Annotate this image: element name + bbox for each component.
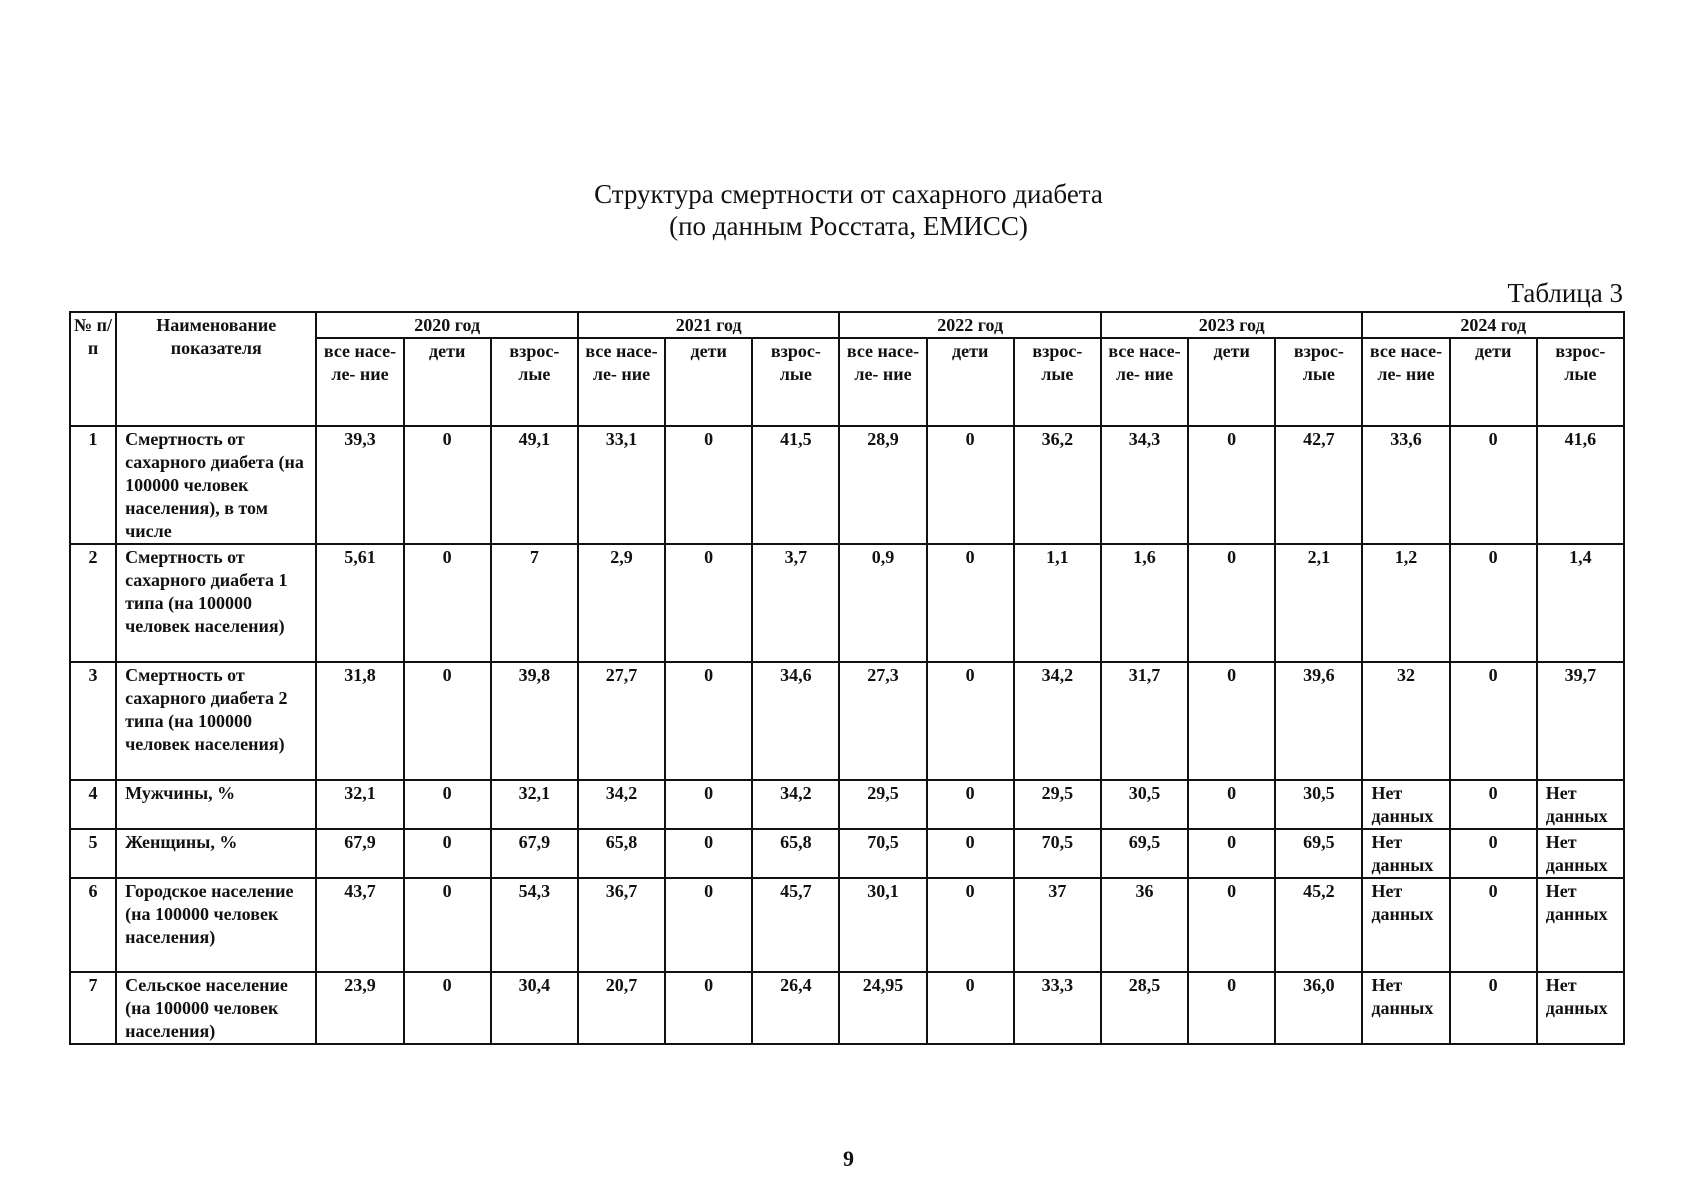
value-cell: 42,7 <box>1275 426 1362 544</box>
document-title <box>0 178 1697 242</box>
header-sub-all: все насе- ле- ние <box>316 338 403 426</box>
value-cell: 27,3 <box>839 662 926 780</box>
value-cell: Нет данных <box>1362 878 1449 972</box>
value-cell: 36,7 <box>578 878 665 972</box>
indicator-name: Сельское население (на 100000 человек населения) <box>116 972 316 1044</box>
value-cell: 65,8 <box>578 829 665 878</box>
value-cell: 0,9 <box>839 544 926 662</box>
header-sub-children: дети <box>927 338 1014 426</box>
value-cell: 0 <box>404 662 491 780</box>
value-cell: 29,5 <box>839 780 926 829</box>
value-cell: 27,7 <box>578 662 665 780</box>
header-sub-children: дети <box>404 338 491 426</box>
header-year: 2020 год <box>316 312 578 338</box>
value-cell: 41,5 <box>752 426 839 544</box>
header-sub-children: дети <box>1188 338 1275 426</box>
indicator-name: Смертность от сахарного диабета 2 типа (на 100000 человек населения) <box>116 662 316 780</box>
value-cell: 34,3 <box>1101 426 1188 544</box>
value-cell: 0 <box>1450 544 1537 662</box>
value-cell: 0 <box>1188 878 1275 972</box>
row-number: 1 <box>70 426 116 544</box>
value-cell: 65,8 <box>752 829 839 878</box>
value-cell: 0 <box>1450 878 1537 972</box>
value-cell: 0 <box>665 878 752 972</box>
value-cell: 0 <box>665 972 752 1044</box>
value-cell: 33,1 <box>578 426 665 544</box>
header-name: Наименование показателя <box>116 312 316 426</box>
value-cell: 36,0 <box>1275 972 1362 1044</box>
row-number: 7 <box>70 972 116 1044</box>
value-cell: 0 <box>404 544 491 662</box>
value-cell: 0 <box>1450 829 1537 878</box>
value-cell: 32,1 <box>491 780 578 829</box>
value-cell: 30,1 <box>839 878 926 972</box>
header-sub-all: все насе- ле- ние <box>839 338 926 426</box>
value-cell: 37 <box>1014 878 1101 972</box>
value-cell: 23,9 <box>316 972 403 1044</box>
value-cell: 0 <box>665 780 752 829</box>
value-cell: 3,7 <box>752 544 839 662</box>
value-cell: 0 <box>1450 426 1537 544</box>
value-cell: 0 <box>665 829 752 878</box>
header-sub-all: все насе- ле- ние <box>1101 338 1188 426</box>
header-sub-all: все насе- ле- ние <box>578 338 665 426</box>
value-cell: 67,9 <box>491 829 578 878</box>
title-line-2: (по данным Росстата, ЕМИСС) <box>669 211 1028 241</box>
value-cell: 28,9 <box>839 426 926 544</box>
value-cell: 39,6 <box>1275 662 1362 780</box>
indicator-name: Мужчины, % <box>116 780 316 829</box>
value-cell: 39,3 <box>316 426 403 544</box>
table-row <box>70 662 1624 780</box>
value-cell: Нет данных <box>1537 878 1624 972</box>
value-cell: 70,5 <box>839 829 926 878</box>
value-cell: 41,6 <box>1537 426 1624 544</box>
value-cell: 0 <box>404 426 491 544</box>
value-cell: 0 <box>1450 780 1537 829</box>
row-number: 3 <box>70 662 116 780</box>
table-row <box>70 972 1624 1044</box>
value-cell: 0 <box>665 662 752 780</box>
value-cell: 0 <box>927 544 1014 662</box>
table-label: Таблица 3 <box>1507 278 1623 308</box>
header-sub-adults: взрос- лые <box>752 338 839 426</box>
value-cell: 26,4 <box>752 972 839 1044</box>
header-year: 2024 год <box>1362 312 1624 338</box>
value-cell: 0 <box>1450 662 1537 780</box>
value-cell: 0 <box>665 544 752 662</box>
value-cell: 39,7 <box>1537 662 1624 780</box>
value-cell: Нет данных <box>1537 780 1624 829</box>
value-cell: 0 <box>927 972 1014 1044</box>
header-sub-children: дети <box>665 338 752 426</box>
value-cell: 2,1 <box>1275 544 1362 662</box>
value-cell: 0 <box>927 426 1014 544</box>
value-cell: 43,7 <box>316 878 403 972</box>
header-row-years <box>70 312 1624 338</box>
value-cell: 0 <box>1188 829 1275 878</box>
page-number: 9 <box>843 1146 854 1171</box>
value-cell: 69,5 <box>1101 829 1188 878</box>
indicator-name: Смертность от сахарного диабета 1 типа (на 100000 человек населения) <box>116 544 316 662</box>
value-cell: 0 <box>927 878 1014 972</box>
header-sub-adults: взрос- лые <box>1275 338 1362 426</box>
value-cell: Нет данных <box>1362 829 1449 878</box>
row-number: 6 <box>70 878 116 972</box>
table-row <box>70 878 1624 972</box>
value-cell: 0 <box>665 426 752 544</box>
value-cell: 45,2 <box>1275 878 1362 972</box>
value-cell: 34,6 <box>752 662 839 780</box>
value-cell: 32 <box>1362 662 1449 780</box>
value-cell: 0 <box>1188 780 1275 829</box>
table-row <box>70 544 1624 662</box>
value-cell: 1,6 <box>1101 544 1188 662</box>
value-cell: 0 <box>404 878 491 972</box>
value-cell: 34,2 <box>578 780 665 829</box>
row-number: 2 <box>70 544 116 662</box>
value-cell: 0 <box>404 829 491 878</box>
row-number: 5 <box>70 829 116 878</box>
value-cell: 0 <box>1188 426 1275 544</box>
value-cell: 34,2 <box>752 780 839 829</box>
table-row <box>70 780 1624 829</box>
value-cell: 0 <box>927 780 1014 829</box>
value-cell: 1,4 <box>1537 544 1624 662</box>
value-cell: 2,9 <box>578 544 665 662</box>
row-number: 4 <box>70 780 116 829</box>
value-cell: 5,61 <box>316 544 403 662</box>
header-num: № п/п <box>70 312 116 426</box>
value-cell: 28,5 <box>1101 972 1188 1044</box>
value-cell: Нет данных <box>1362 780 1449 829</box>
value-cell: 31,8 <box>316 662 403 780</box>
header-year: 2021 год <box>578 312 840 338</box>
value-cell: 32,1 <box>316 780 403 829</box>
value-cell: 54,3 <box>491 878 578 972</box>
value-cell: 36 <box>1101 878 1188 972</box>
value-cell: 70,5 <box>1014 829 1101 878</box>
indicator-name: Городское население (на 100000 человек населения) <box>116 878 316 972</box>
value-cell: 7 <box>491 544 578 662</box>
value-cell: 49,1 <box>491 426 578 544</box>
header-sub-children: дети <box>1450 338 1537 426</box>
value-cell: 0 <box>404 780 491 829</box>
value-cell: 1,2 <box>1362 544 1449 662</box>
value-cell: 0 <box>1188 662 1275 780</box>
title-line-1: Структура смертности от сахарного диабета <box>594 179 1103 209</box>
value-cell: 39,8 <box>491 662 578 780</box>
value-cell: 31,7 <box>1101 662 1188 780</box>
value-cell: Нет данных <box>1537 972 1624 1044</box>
value-cell: 36,2 <box>1014 426 1101 544</box>
value-cell: 0 <box>1188 972 1275 1044</box>
value-cell: 33,3 <box>1014 972 1101 1044</box>
value-cell: 30,5 <box>1275 780 1362 829</box>
value-cell: 0 <box>927 662 1014 780</box>
mortality-table <box>69 311 1625 1045</box>
header-sub-adults: взрос- лые <box>491 338 578 426</box>
indicator-name: Женщины, % <box>116 829 316 878</box>
value-cell: 67,9 <box>316 829 403 878</box>
value-cell: 29,5 <box>1014 780 1101 829</box>
header-sub-adults: взрос- лые <box>1014 338 1101 426</box>
value-cell: 20,7 <box>578 972 665 1044</box>
value-cell: 0 <box>1188 544 1275 662</box>
value-cell: 34,2 <box>1014 662 1101 780</box>
table-row <box>70 829 1624 878</box>
value-cell: 33,6 <box>1362 426 1449 544</box>
value-cell: 0 <box>927 829 1014 878</box>
value-cell: Нет данных <box>1362 972 1449 1044</box>
header-year: 2023 год <box>1101 312 1363 338</box>
header-year: 2022 год <box>839 312 1101 338</box>
table-row <box>70 426 1624 544</box>
indicator-name: Смертность от сахарного диабета (на 100000 человек населения), в том числе <box>116 426 316 544</box>
value-cell: 0 <box>404 972 491 1044</box>
value-cell: 1,1 <box>1014 544 1101 662</box>
value-cell: 0 <box>1450 972 1537 1044</box>
value-cell: 24,95 <box>839 972 926 1044</box>
header-sub-all: все насе- ле- ние <box>1362 338 1449 426</box>
value-cell: 45,7 <box>752 878 839 972</box>
value-cell: 30,4 <box>491 972 578 1044</box>
value-cell: 69,5 <box>1275 829 1362 878</box>
value-cell: 30,5 <box>1101 780 1188 829</box>
header-sub-adults: взрос- лые <box>1537 338 1624 426</box>
value-cell: Нет данных <box>1537 829 1624 878</box>
